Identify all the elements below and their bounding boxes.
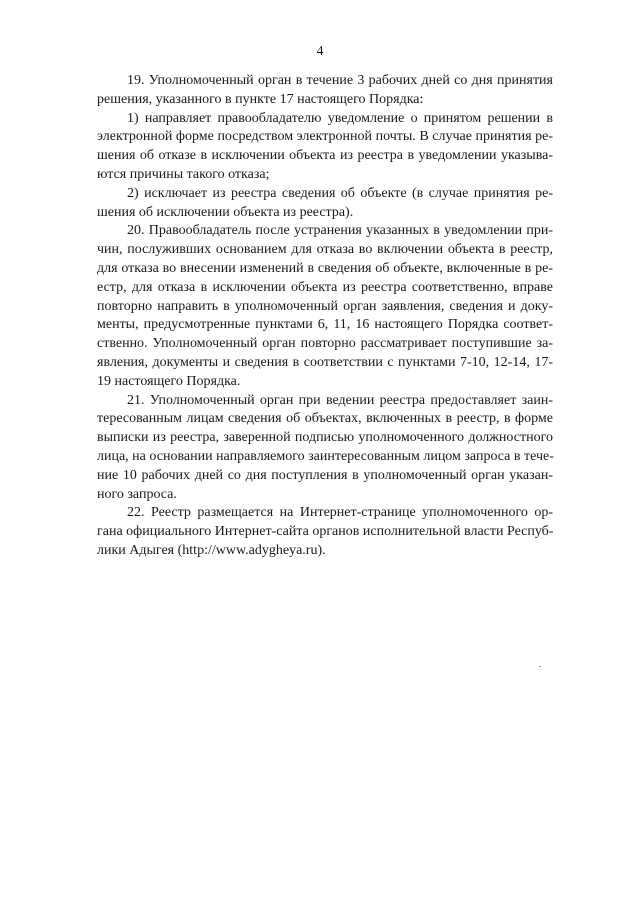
text-line: чин, послуживших основанием для отказа во включении объекта в реестр, xyxy=(97,242,553,258)
page-number: 4 xyxy=(316,44,324,59)
text-line: 19 настоящего Порядка. xyxy=(97,373,241,389)
text-line: 1) направляет правообладателю уведомление о принятом решении в xyxy=(127,110,553,126)
text-line: ние 10 рабочих дней со дня поступления в уполномоченный орган указан- xyxy=(97,467,553,483)
text-line: электронной форме посредством электронной почты. В случае принятия ре- xyxy=(97,129,553,145)
text-line: ются причины такого отказа; xyxy=(97,166,270,182)
text-line: выписки из реестра, заверенной подписью уполномоченного должностного xyxy=(97,430,553,446)
text-line: гана официального Интернет-сайта органов исполнительной власти Респуб- xyxy=(97,524,554,540)
text-line: лица, на основании направляемого заинтересованным лицом запроса в тече- xyxy=(97,448,554,464)
text-line: повторно направить в уполномоченный орган заявления, сведения и доку- xyxy=(97,298,553,314)
text-line: ного запроса. xyxy=(97,486,177,502)
document-body xyxy=(97,72,553,561)
text-line: 2) исключает из реестра сведения об объекте (в случае принятия ре- xyxy=(127,185,553,201)
text-line: 21. Уполномоченный орган при ведении реестра предоставляет заин- xyxy=(127,392,553,408)
text-line: естр, для отказа в исключении объекта из реестра соответственно, вправе xyxy=(97,279,553,295)
text-line: решения, указанного в пункте 17 настоящего Порядка: xyxy=(97,91,424,107)
text-line: тересованным лицам сведения об объектах, включенных в реестр, в форме xyxy=(97,411,553,427)
text-line: 20. Правообладатель после устранения указанных в уведомлении при- xyxy=(127,223,553,239)
text-line: лики Адыгея (http://www.adygheya.ru). xyxy=(97,542,326,558)
text-line: ственно. Уполномоченный орган повторно рассматривает поступившие за- xyxy=(97,336,553,352)
text-line: явления, документы и сведения в соответствии с пунктами 7-10, 12-14, 17- xyxy=(97,354,553,370)
text-line: менты, предусмотренные пунктами 6, 11, 16 настоящего Порядка соответ- xyxy=(97,317,553,333)
text-line: для отказа во внесении изменений в сведения об объекте, включенные в ре- xyxy=(97,260,553,276)
text-line: шения об отказе в исключении объекта из реестра в уведомлении указыва- xyxy=(97,148,553,164)
text-line: 19. Уполномоченный орган в течение 3 рабочих дней со дня принятия xyxy=(127,73,553,88)
scan-speck xyxy=(539,666,541,667)
text-line: шения об исключении объекта из реестра). xyxy=(97,204,354,220)
text-line: 22. Реестр размещается на Интернет-странице уполномоченного ор- xyxy=(127,505,553,521)
